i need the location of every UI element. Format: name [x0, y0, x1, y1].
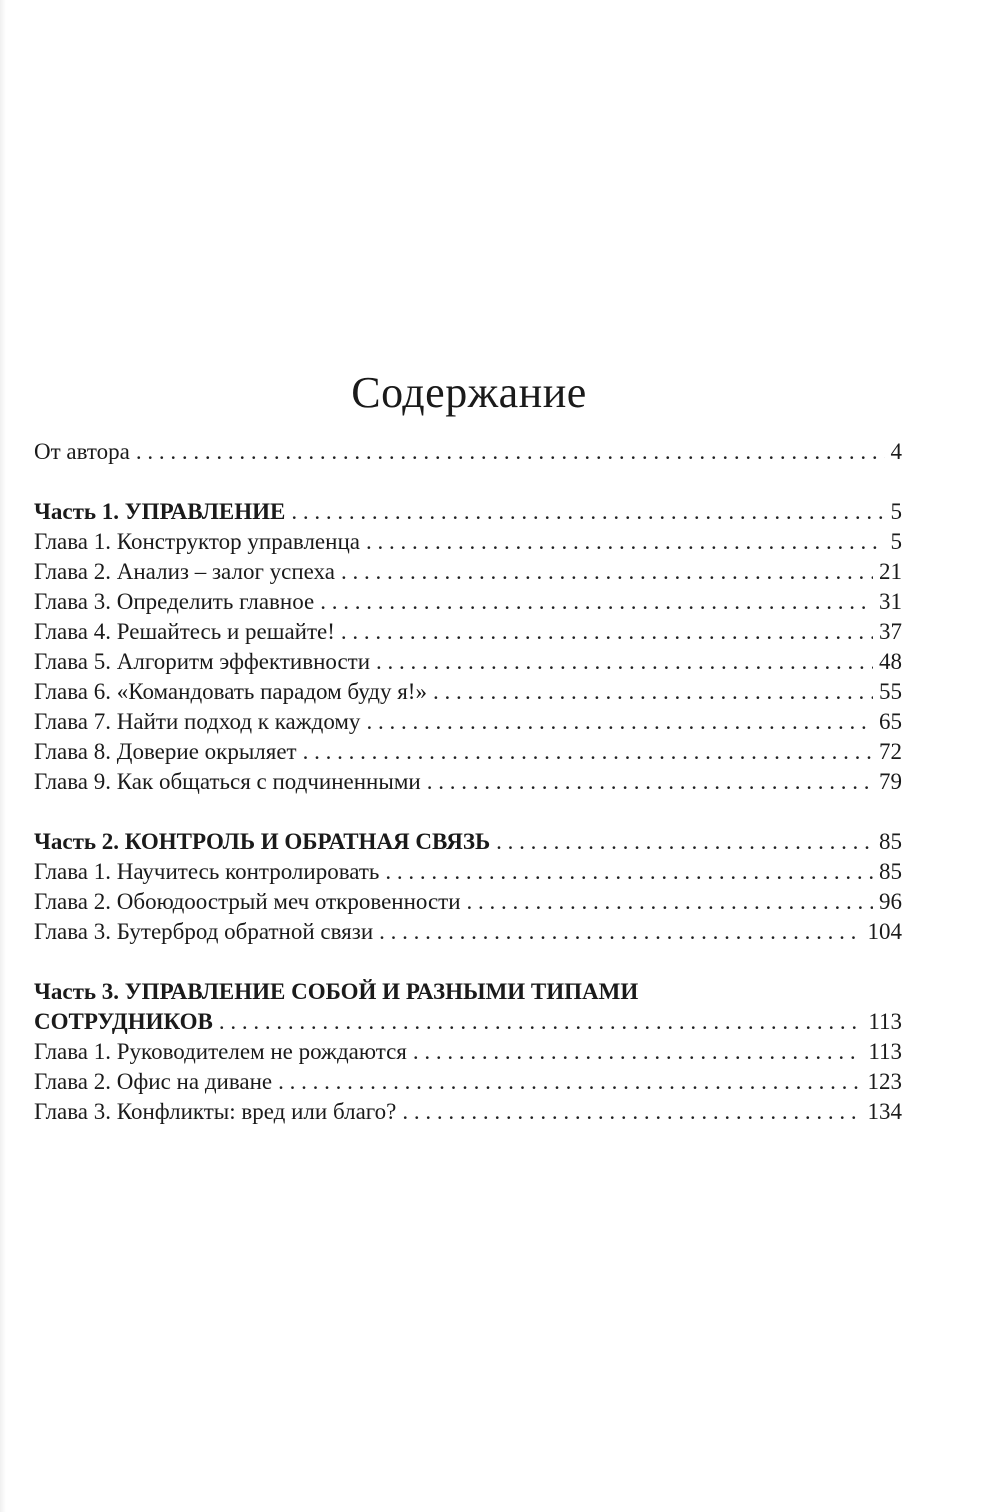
dot-leader	[341, 557, 873, 587]
chapter-label: Глава 1. Конструктор управленца	[34, 529, 360, 554]
page-number: 113	[868, 1009, 902, 1034]
toc-part-3[interactable]	[34, 1007, 902, 1037]
toc-chapter[interactable]	[34, 767, 902, 797]
chapter-label: Глава 3. Бутерброд обратной связи	[34, 919, 374, 944]
page-edge-shadow	[0, 0, 6, 1512]
dot-leader	[385, 857, 873, 887]
dot-leader	[320, 587, 873, 617]
chapter-label: Глава 3. Конфликты: вред или благо?	[34, 1099, 397, 1124]
toc-chapter[interactable]	[34, 917, 902, 947]
table-of-contents	[34, 437, 902, 1127]
toc-chapter[interactable]	[34, 1067, 902, 1097]
chapter-label: Глава 5. Алгоритм эффективности	[34, 649, 371, 674]
toc-chapter[interactable]	[34, 647, 902, 677]
page-number: 5	[890, 499, 902, 524]
page-number: 79	[879, 769, 902, 794]
page-title: Содержание	[351, 368, 587, 418]
dot-leader	[467, 887, 873, 917]
dot-leader	[433, 677, 873, 707]
toc-part-3-line1[interactable]	[34, 977, 902, 1007]
toc-chapter[interactable]	[34, 887, 902, 917]
dot-leader	[278, 1067, 861, 1097]
toc-part-2[interactable]	[34, 827, 902, 857]
chapter-label: Глава 4. Решайтесь и решайте!	[34, 619, 335, 644]
page-number: 134	[867, 1099, 902, 1124]
chapter-label: Глава 9. Как общаться с подчиненными	[34, 769, 421, 794]
page-number: 104	[867, 919, 902, 944]
dot-leader	[496, 827, 873, 857]
page-number: 65	[879, 709, 902, 734]
toc-chapter[interactable]	[34, 1097, 902, 1127]
dot-leader	[341, 617, 873, 647]
dot-leader	[136, 437, 885, 467]
toc-chapter[interactable]	[34, 857, 902, 887]
dot-leader	[366, 527, 885, 557]
page-number: 72	[879, 739, 902, 764]
page-number: 85	[879, 859, 902, 884]
dot-leader	[427, 767, 873, 797]
dot-leader	[291, 497, 884, 527]
page-number: 31	[879, 589, 902, 614]
chapter-label: Глава 1. Руководителем не рождаются	[34, 1039, 407, 1064]
dot-leader	[303, 737, 873, 767]
chapter-label: Глава 3. Определить главное	[34, 589, 315, 614]
toc-chapter[interactable]	[34, 1037, 902, 1067]
dot-leader	[413, 1037, 862, 1067]
chapter-label: Глава 7. Найти подход к каждому	[34, 709, 361, 734]
dot-leader	[376, 647, 873, 677]
toc-chapter[interactable]	[34, 587, 902, 617]
chapter-label: Глава 2. Офис на диване	[34, 1069, 273, 1094]
dot-leader	[379, 917, 861, 947]
dot-leader	[219, 1007, 863, 1037]
page-number: 37	[879, 619, 902, 644]
page-number: 48	[879, 649, 902, 674]
page-number: 113	[868, 1039, 902, 1064]
toc-chapter[interactable]	[34, 617, 902, 647]
page-number: 5	[890, 529, 902, 554]
toc-entry-preface[interactable]	[34, 437, 902, 467]
page-number: 55	[879, 679, 902, 704]
chapter-label: Глава 2. Анализ – залог успеха	[34, 559, 335, 584]
entry-label: От автора	[34, 439, 130, 464]
toc-chapter[interactable]	[34, 737, 902, 767]
page-number: 21	[879, 559, 902, 584]
toc-chapter[interactable]	[34, 527, 902, 557]
toc-chapter[interactable]	[34, 677, 902, 707]
part-label: Часть 3. УПРАВЛЕНИЕ СОБОЙ И РАЗНЫМИ ТИПАМИ	[34, 979, 639, 1004]
part-label: Часть 1. УПРАВЛЕНИЕ	[34, 499, 286, 524]
toc-chapter[interactable]	[34, 557, 902, 587]
chapter-label: Глава 6. «Командовать парадом буду я!»	[34, 679, 427, 704]
part-label: Часть 2. КОНТРОЛЬ И ОБРАТНАЯ СВЯЗЬ	[34, 829, 491, 854]
chapter-label: Глава 8. Доверие окрыляет	[34, 739, 297, 764]
chapter-label: Глава 1. Научитесь контролировать	[34, 859, 380, 884]
dot-leader	[402, 1097, 861, 1127]
page-number: 123	[867, 1069, 902, 1094]
dot-leader	[366, 707, 873, 737]
toc-chapter[interactable]	[34, 707, 902, 737]
page-number: 85	[879, 829, 902, 854]
toc-part-1[interactable]	[34, 497, 902, 527]
chapter-label: Глава 2. Обоюдоострый меч откровенности	[34, 889, 461, 914]
page-number: 96	[879, 889, 902, 914]
page-number: 4	[890, 439, 902, 464]
part-label: СОТРУДНИКОВ	[34, 1009, 213, 1034]
